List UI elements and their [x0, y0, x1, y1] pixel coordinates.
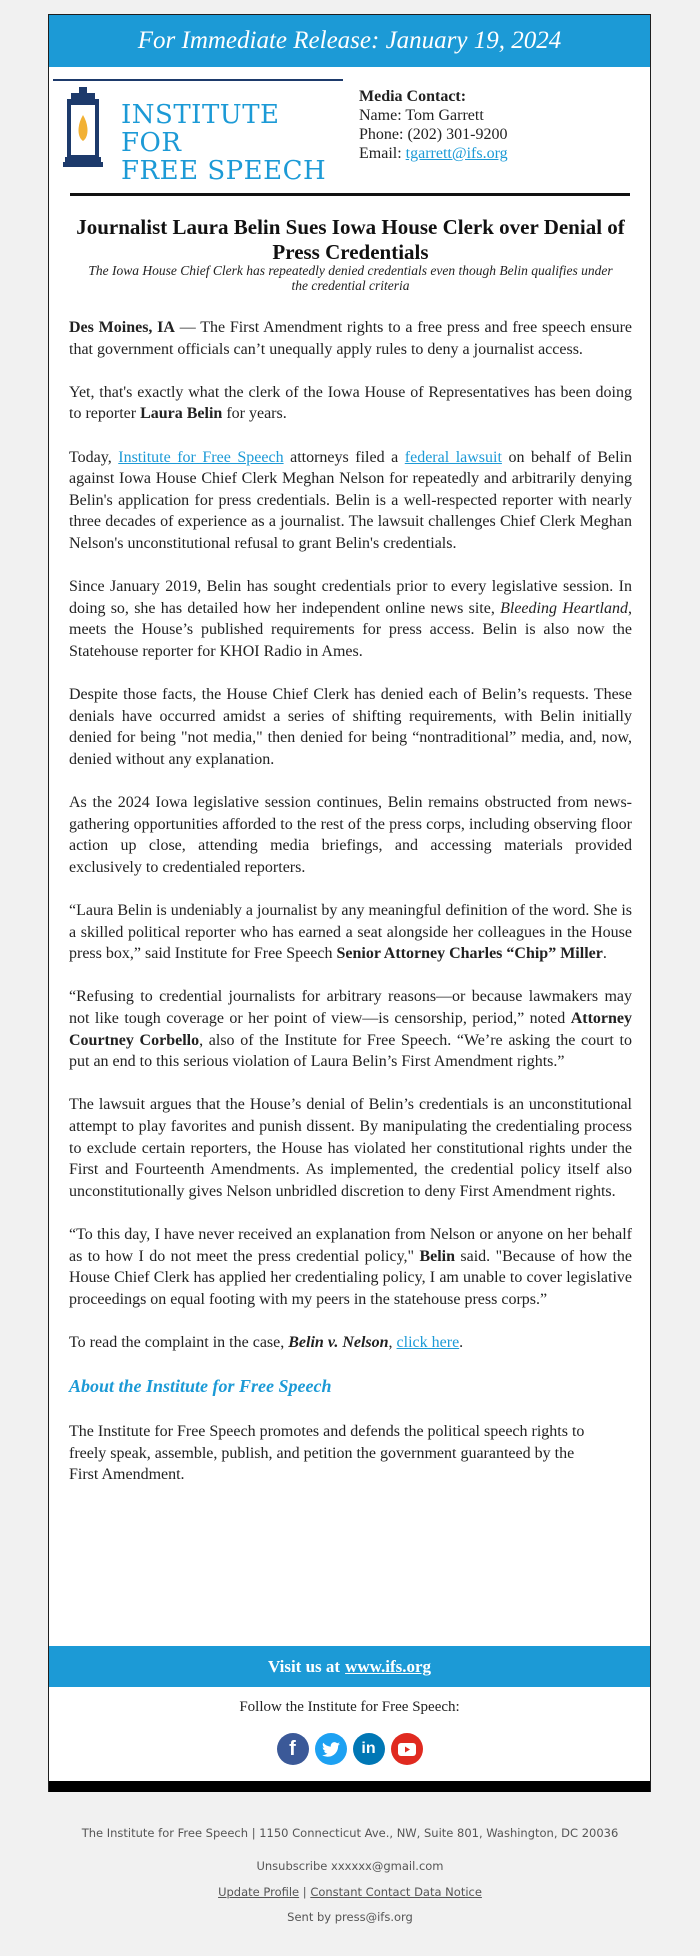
footer-links: Update Profile | Constant Contact Data Notice [218, 1884, 482, 1899]
paragraph-11: To read the complaint in the case, Belin v. Nelson, click here. [69, 1333, 464, 1351]
media-contact [359, 87, 639, 163]
youtube-icon[interactable] [391, 1733, 423, 1765]
follow-label: Follow the Institute for Free Speech: [239, 1699, 460, 1715]
twitter-bird-icon [322, 1742, 340, 1757]
paragraph-6: As the 2024 Iowa legislative session continues, Belin remains obstructed from news-gathering opportunities afforded to the rest of the press corps, including observing floor action up close, attending media briefings, and accessing materials provided exclusively to credentialed reporters. [69, 794, 632, 876]
social-links [49, 1733, 650, 1765]
contact-email-link[interactable]: tgarrett@ifs.org [405, 145, 508, 162]
article-headline: Journalist Laura Belin Sues Iowa House Clerk over Denial of Press Credentials [76, 215, 625, 264]
contact-phone-row [359, 125, 639, 144]
linkedin-icon[interactable]: in [353, 1733, 385, 1765]
release-banner [49, 15, 650, 67]
paragraph-2: Yet, that's exactly what the clerk of the Iowa House of Representatives has been doing to reporter Laura Belin for years. [69, 383, 632, 423]
footer-address: The Institute for Free Speech | 1150 Connecticut Ave., NW, Suite 801, Washington, DC 20036 [81, 1826, 619, 1840]
unsubscribe-link[interactable]: Unsubscribe xxxxxx@gmail.com [256, 1859, 444, 1873]
logo-rule [53, 79, 343, 81]
contact-name-row [359, 106, 639, 125]
ifs-logo[interactable] [53, 79, 343, 186]
case-name: Belin v. Nelson [288, 1333, 389, 1351]
email-footer [0, 1826, 700, 1936]
contact-phone: (202) 301-9200 [407, 126, 508, 143]
logo-wordmark [121, 101, 341, 185]
federal-lawsuit-link[interactable]: federal lawsuit [404, 448, 502, 466]
website-link[interactable]: www.ifs.org [345, 1656, 432, 1676]
paragraph-9: The lawsuit argues that the House’s denial of Belin’s credentials is an unconstitutional attempt to play favorites and punish dissent. By manipulating the credentialing process to exclude certain reporters, the House has violated her constitutional rights under the First and Fourteenth Amendments. As implemented, the credential policy itself also unconstitutionally gives Nelson unbridled discretion to deny First Amendment rights. [69, 1096, 632, 1200]
contact-phone-label: Phone: [359, 126, 404, 143]
media-contact-heading: Media Contact: [359, 88, 467, 105]
article-body [69, 317, 632, 1507]
update-profile-link[interactable]: Update Profile [218, 1884, 300, 1899]
logo-line-2: FREE SPEECH [121, 156, 327, 186]
youtube-play-icon [398, 1743, 416, 1756]
paragraph-8: “Refusing to credential journalists for arbitrary reasons—or because lawmakers may not like tough coverage or her point of view—is censorship, period,” noted Attorney Courtney Corbello, also of the Institute for Free Speech. “We’re asking the court to put an end to this serious violation of Laura Belin’s First Amendment rights.” [69, 988, 632, 1071]
footer-bar [49, 1781, 650, 1792]
paragraph-1: Des Moines, IA — The First Amendment rights to a free press and free speech ensure that government officials can’t unequally apply rules to deny a journalist access. [69, 319, 633, 358]
logo-line-1: INSTITUTE FOR [121, 100, 280, 158]
release-label: For Immediate Release: January 19, 2024 [137, 27, 562, 54]
paragraph-4: Since January 2019, Belin has sought credentials prior to every legislative session. In doing so, she has detailed how her independent online news site, Bleeding Heartland, meets the House’s published requirements for press access. Belin is also now the Statehouse reporter for KHOI Radio in Ames. [69, 578, 632, 660]
article-subhead: The Iowa House Chief Clerk has repeatedly denied credentials even though Belin qualifies under the credential criteria [88, 263, 613, 293]
click-here-link[interactable]: click here [396, 1333, 460, 1351]
facebook-icon[interactable]: f [277, 1733, 309, 1765]
email-container [48, 14, 651, 1792]
data-notice-link[interactable]: Constant Contact Data Notice [310, 1884, 482, 1899]
about-paragraph: The Institute for Free Speech promotes and defends the political speech rights to freely speak, assemble, publish, and petition the government guaranteed by the First Amendment. [69, 1423, 585, 1484]
contact-name-label: Name: [359, 107, 402, 124]
paragraph-5: Despite those facts, the House Chief Clerk has denied each of Belin’s requests. These denials have occurred amidst a series of shifting requirements, with Belin initially denied for being "not media," then denied for being “nontraditional” media, and, now, denied without any explanation. [69, 686, 632, 768]
about-heading: About the Institute for Free Speech [69, 1376, 332, 1397]
visit-label: Visit us at [267, 1656, 341, 1676]
twitter-icon[interactable] [315, 1733, 347, 1765]
contact-email-label: Email: [359, 145, 402, 162]
paragraph-7: “Laura Belin is undeniably a journalist by any meaningful definition of the word. She is a skilled political reporter who has earned a seat alongside her colleagues in the House press box,” said Institute for Free Speech Senior Attorney Charles “Chip” Miller. [69, 902, 632, 963]
header-divider [70, 193, 630, 196]
paragraph-3: Today, Institute for Free Speech attorneys filed a federal lawsuit on behalf of Belin against Iowa House Chief Clerk Meghan Nelson for repeatedly and arbitrarily denying Belin's application for press credentials. Belin is a well-respected reporter with nearly three decades of experience as a journalist. The lawsuit challenges Chief Clerk Meghan Nelson's unconstitutional refusal to grant Belin's credentials. [69, 448, 633, 552]
contact-email-row [359, 144, 639, 163]
contact-name: Tom Garrett [405, 107, 484, 124]
sent-by: Sent by press@ifs.org [287, 1910, 413, 1924]
paragraph-10: “To this day, I have never received an explanation from Nelson or anyone on her behalf as to how I do not meet the press credential policy," Belin said. "Because of how the House Chief Clerk has applied her credentialing policy, I am unable to cover legislative proceedings on equal footing with my peers in the statehouse press corps.” [69, 1225, 632, 1308]
ifs-link[interactable]: Institute for Free Speech [118, 448, 284, 466]
dateline: Des Moines, IA [69, 319, 175, 336]
visit-banner [49, 1646, 650, 1687]
lantern-icon [63, 87, 103, 167]
